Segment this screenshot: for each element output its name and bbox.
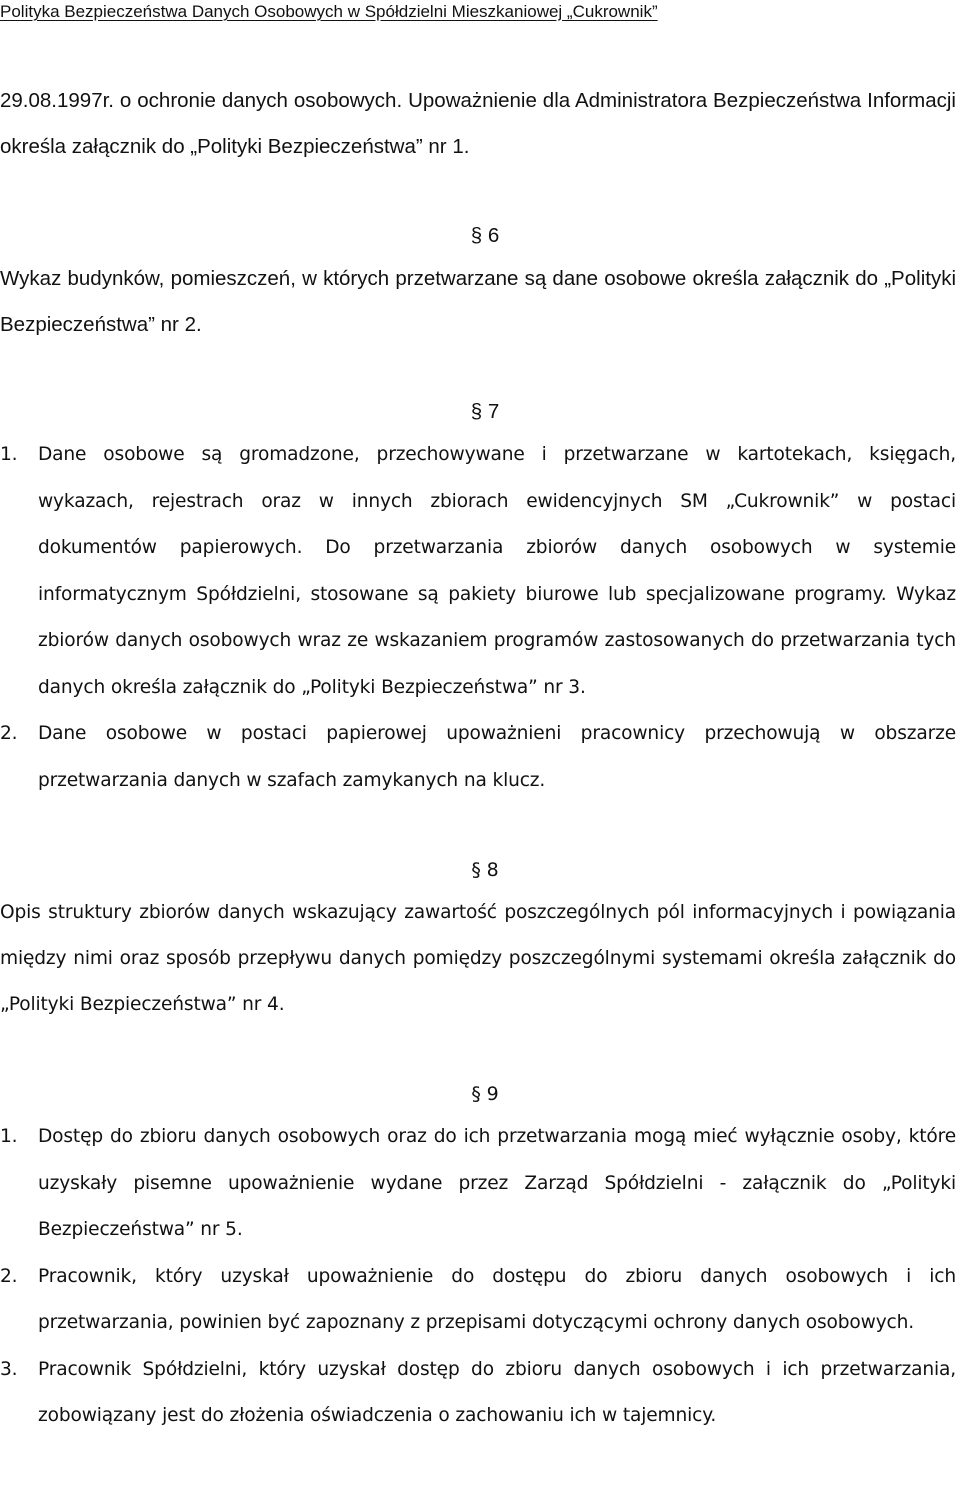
paragraph-intro: 29.08.1997r. o ochronie danych osobowych. Upoważnienie dla Administratora Bezpieczeństwa Informacji określa załącznik do „Polityki Bezpieczeństwa” nr 1. <box>0 89 956 158</box>
section-9-heading: § 9 <box>471 1083 499 1105</box>
section-7-item-1 <box>0 432 956 711</box>
item-number: 1. <box>0 1126 18 1147</box>
section-6-heading: § 6 <box>470 224 500 247</box>
section-7-item-2 <box>0 711 956 804</box>
item-number: 2. <box>0 1265 18 1287</box>
section-9-item-3 <box>0 1347 956 1440</box>
item-text: Dane osobowe w postaci papierowej upoważnieni pracownicy przechowują w obszarze przetwarzania danych w szafach zamykanych na klucz. <box>38 723 956 791</box>
section-8-text: Opis struktury zbiorów danych wskazujący zawartość poszczególnych pól informacyjnych i powiązania między nimi oraz sposób przepływu danych pomiędzy poszczególnymi systemami określa załącznik do „Polityki Bezpieczeństwa” nr 4. <box>0 902 956 1015</box>
item-text: Pracownik Spółdzielni, który uzyskał dostęp do zbioru danych osobowych i ich przetwarzania, zobowiązany jest do złożenia oświadczenia o zachowaniu ich w tajemnicy. <box>38 1358 956 1426</box>
item-text: Pracownik, który uzyskał upoważnienie do dostępu do zbioru danych osobowych i ich przetwarzania, powinien być zapoznany z przepisami dotyczącymi ochrony danych osobowych. <box>38 1265 956 1333</box>
item-text: Dostęp do zbioru danych osobowych oraz do ich przetwarzania mogą mieć wyłącznie osoby, które uzyskały pisemne upoważnienie wydane przez Zarząd Spółdzielni - załącznik do „Polityki Bezpieczeństwa” nr 5. <box>38 1126 956 1240</box>
document-header: Polityka Bezpieczeństwa Danych Osobowych w Spółdzielni Mieszkaniowej „Cukrownik” <box>0 2 658 21</box>
section-7-heading: § 7 <box>470 400 500 423</box>
document-body <box>0 78 956 1440</box>
section-6-text: Wykaz budynków, pomieszczeń, w których przetwarzane są dane osobowe określa załącznik do „Polityki Bezpieczeństwa” nr 2. <box>0 267 956 336</box>
item-number: 2. <box>0 723 18 744</box>
item-number: 3. <box>0 1358 18 1380</box>
item-number: 1. <box>0 444 18 465</box>
section-9-item-1 <box>0 1114 956 1254</box>
item-text: Dane osobowe są gromadzone, przechowywane i przetwarzane w kartotekach, księgach, wykazach, rejestrach oraz w innych zbiorach ewidencyjnych SM „Cukrownik” w postaci dokumentów papierowych. Do przetwarzania zbiorów danych osobowych w systemie informatycznym Spółdzielni, stosowane są pakiety biurowe lub specjalizowane programy. Wykaz zbiorów danych osobowych wraz ze wskazaniem programów zastosowanych do przetwarzania tych danych określa załącznik do „Polityki Bezpieczeństwa” nr 3. <box>38 444 956 698</box>
section-8-heading: § 8 <box>471 859 499 881</box>
section-9-item-2 <box>0 1254 956 1347</box>
